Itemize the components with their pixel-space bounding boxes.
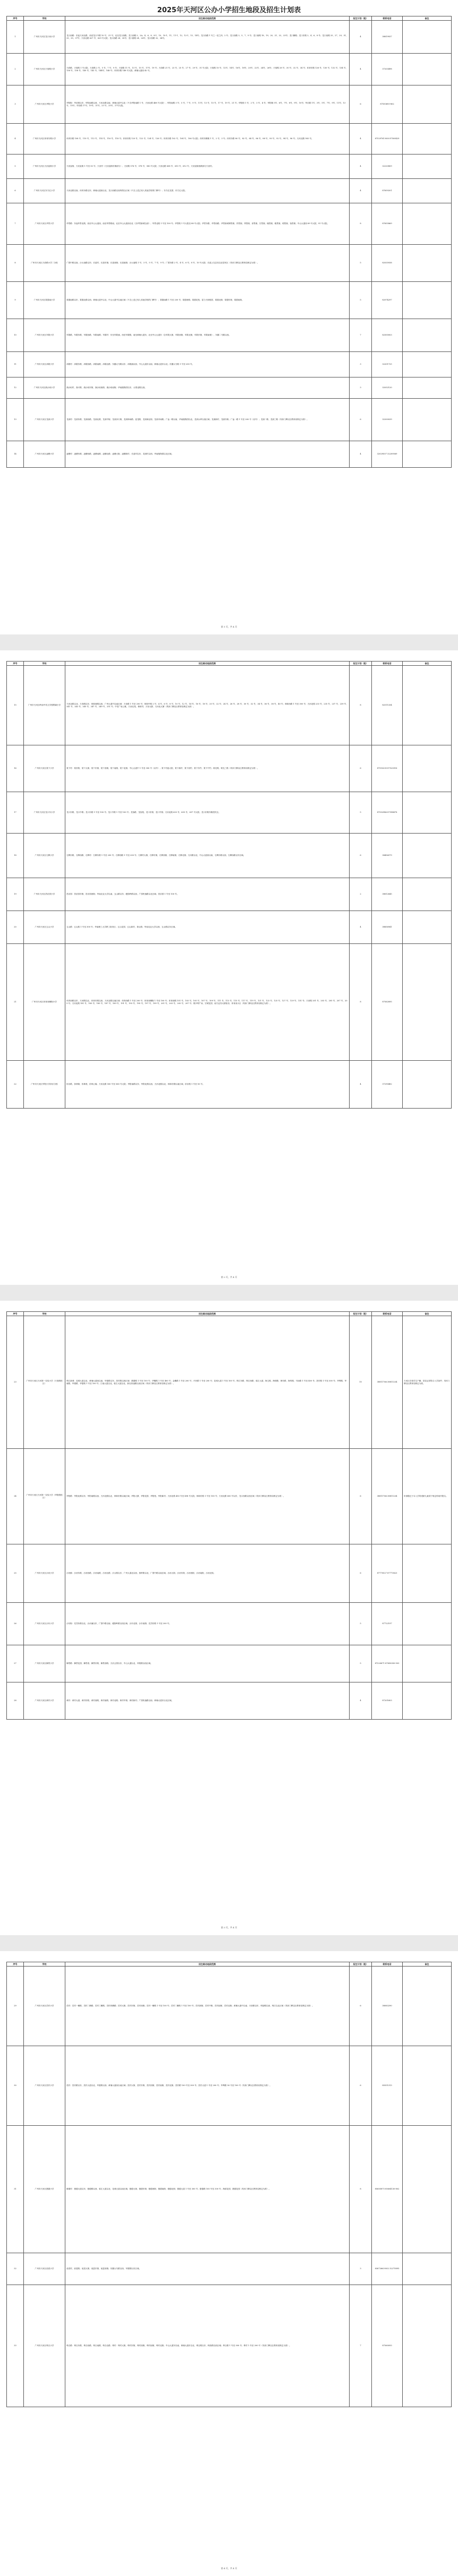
table-body	[7, 1316, 452, 1720]
row-number: 2	[7, 54, 24, 85]
row-number: 14	[7, 441, 24, 468]
header-plan: 招生计划（班）	[350, 1312, 372, 1316]
table-header	[7, 1312, 452, 1316]
enrollment-area: 天府路、天府路 1 号大院、天府路 2 号、5 号、7 号、9 号；天府路 11 号、13 号、15 号、17号、19 号；天府路 21 号、23 号、25 号、27 号、29 号、31 号大院；天府路 10 号、12号、14号、16号、18号、20号、22号、24号、26号；天府路 28 号、30 号、32 号、34 号；体育东路 128 号、130 号、132 号、134 号、136 号、138 号、140 号、142 号、144号、146 号；体育东路 148 号大院；黄埔大道西 42 号。	[65, 54, 350, 85]
school-name: 广州市天河区五山小学	[24, 911, 65, 944]
school-name: 广州市天河区沐陂小学	[24, 352, 65, 377]
remarks	[403, 441, 452, 468]
enrollment-area: 沙东街：先烈东路以北、沙河涌以东、广园中路以南、瘦狗岭路以西区域；沙东北街、沙东南街；先烈东路 1 号至 200 号。	[65, 1603, 350, 1645]
enrollment-area: 龙洞村：龙洞东路、龙洞西路、龙洞北路、龙洞中街；龙洞步行街、龙洞林场路；迎龙路、龙洞商业街、龙洞市场路；广汕一路以南、华南植物园以北、龙洞水库以西区域；龙洞新村、龙洞东街；广汕一路 1 号至 200 号（双号）；龙洞二路、龙洞三路（具体门牌以区教育局核定为准）。	[65, 399, 350, 441]
contact-phone: 85551313	[372, 2046, 403, 2126]
school-name: 广州市天河区黄村小学	[24, 1682, 65, 1720]
enrollment-area: 龙口东路、龙口中路；龙口东路 1 号至 100 号；龙口中路 1 号至 100 号；龙怡路、龙怡苑、龙口东街、龙口中街；天河北路 633 号、635 号、637 号大院；龙口东路东侧居民区。	[65, 792, 350, 834]
table-row	[7, 124, 452, 154]
enrollment-plan: 4	[350, 54, 372, 85]
enrollment-plan: 6	[350, 2046, 372, 2126]
header-phone: 联系电话	[372, 1962, 403, 1967]
header-no: 序号	[7, 662, 24, 666]
enrollment-area: 凌塘村：凌塘东路、凌塘西路、凌塘南路、凌塘北路；凌塘大街、凌塘新村；长湴村以东、龙洞村以西、华南植物园以北区域。	[65, 441, 350, 468]
row-number: 32	[7, 2253, 24, 2285]
header-area: 招生路名地段范围	[65, 662, 350, 666]
enrollment-plan: 5	[350, 282, 372, 319]
contact-phone: 38811766 38811234	[372, 1316, 403, 1449]
header-no: 序号	[7, 1962, 24, 1967]
table-row	[7, 745, 452, 792]
table-row	[7, 1061, 452, 1109]
remarks	[403, 2046, 452, 2126]
enrollment-area: 华阳街：华乐路以东、华阳南路以西、天河北路以南、黄埔大道中以北（不含华阳南路 1 号、天河北路 468 号大院）；华阳南路 3 号、5 号、7 号、9 号、11号、13 号、15 号、17 号、19 号、21 号；华阳街 1 号、2 号、3 号、4 号；华阳街 5号、6号、7号、8号、9号、10号；华乐路 1号、3号、5号、7号、9号、11号、13号、15号；华乐路 17号、19号、21号、23 号、25号、27号大院。	[65, 85, 350, 124]
school-name: 广州市天河区凌塘小学	[24, 441, 65, 468]
remarks	[403, 944, 452, 1061]
school-name: 广州市天河区前进小学	[24, 2253, 65, 2285]
school-name: 广州市天河区珠吉小学	[24, 2285, 65, 2407]
enrollment-area: 广园中路以南、沙太南路以东；长湴村、长湴东街；长湴西街；长湴南街；沙太南路 1 号、3 号、5 号、7 号、9 号；广园东路 2 号、4 号、6 号、8 号、10 号大院；长湴公交总站以北居民区（具体门牌以区教育局核定为准）。	[65, 245, 350, 282]
contact-phone: 32032120	[372, 377, 403, 399]
remarks	[403, 179, 452, 203]
table-row	[7, 2285, 452, 2407]
row-number: 6	[7, 179, 24, 203]
row-number: 21	[7, 944, 24, 1061]
enrollment-plan: 4	[350, 1061, 372, 1109]
school-name: 广州市天河区石牌小学	[24, 834, 65, 878]
school-name: 广州市天河区华景小学	[24, 203, 65, 245]
table-header	[7, 16, 452, 21]
school-name: 广州市天河区天河第一实验小学（华阳路校区）	[24, 1449, 65, 1544]
remarks	[403, 911, 452, 944]
remarks	[403, 1061, 452, 1109]
row-number: 7	[7, 203, 24, 245]
enrollment-plan: 4	[350, 441, 372, 468]
remarks	[403, 1603, 452, 1645]
enrollment-plan: 8	[350, 2126, 372, 2253]
row-number: 26	[7, 1603, 24, 1645]
school-name: 广州市天河区华阳小学侨乐分校	[24, 1061, 65, 1109]
school-name: 广州市天河区渔沙坦小学	[24, 377, 65, 399]
table-row	[7, 878, 452, 911]
header-phone: 联系电话	[372, 16, 403, 21]
enrollment-plan: 6	[350, 834, 372, 878]
header-plan: 招生计划（班）	[350, 662, 372, 666]
enrollment-area: 天河北路以南、体育东路以东、黄埔大道西以北、龙口西路以西所围合区域（不含上述已划入其他学校的门牌号）；东方红花园、东方红大院。	[65, 179, 350, 203]
school-name: 广州市天河区沙东小学	[24, 1603, 65, 1645]
school-name: 广州市天河区天府路小学	[24, 54, 65, 85]
row-number: 33	[7, 2285, 24, 2407]
enrollment-plan: 6	[350, 745, 372, 792]
admission-table	[6, 661, 452, 1109]
school-name: 广州市天河区体育西横街小学	[24, 944, 65, 1061]
row-number: 17	[7, 792, 24, 834]
remarks	[403, 124, 452, 154]
contact-phone: 38811766 38811234	[372, 1449, 403, 1544]
page-gap	[0, 1285, 458, 1301]
table-row	[7, 1645, 452, 1682]
row-number: 12	[7, 377, 24, 399]
row-number: 23	[7, 1316, 24, 1449]
table-header	[7, 1962, 452, 1967]
table-row	[7, 441, 452, 468]
table-body	[7, 21, 452, 468]
page-4	[0, 1951, 458, 2576]
header-note: 备注	[403, 1312, 452, 1316]
remarks	[403, 377, 452, 399]
row-number: 4	[7, 124, 24, 154]
contact-phone: 37203498	[372, 54, 403, 85]
admission-table	[6, 1311, 452, 1720]
row-number: 31	[7, 2126, 24, 2253]
enrollment-area: 冼村：冼村路以东、冼村大道以北、华夏路以西、黄埔大道西以南区域；冼村大街、冼村东街、冼村西街、冼村南街、冼村北街；冼村路 100 号至 300 号；冼村大道 1 号至 200 号；华利路 50 号至 100 号（具体门牌以区教育局核定为准）。	[65, 2046, 350, 2126]
table-body	[7, 666, 452, 1109]
enrollment-area: 车陂路、车陂东路、车陂西路、车陂南路；车陂村：东至车陂涌，西至车陂路，南至黄埔大道东，北至中山大道东（含车陂大街、车陂西街、车陂北街、车陂东街、车陂南街）；东圃二马路以西。	[65, 319, 350, 352]
school-name: 广州市天河区棠下小学	[24, 745, 65, 792]
remarks	[403, 792, 452, 834]
row-number: 16	[7, 745, 24, 792]
contact-phone: 32201725	[372, 352, 403, 377]
contact-phone: 32200039	[372, 399, 403, 441]
table-row	[7, 1316, 452, 1449]
school-name: 广州市天河区棠德南小学	[24, 282, 65, 319]
row-number: 18	[7, 834, 24, 878]
row-number: 8	[7, 245, 24, 282]
contact-phone: 87722197	[372, 1603, 403, 1645]
contact-phone: 87562895	[372, 944, 403, 1061]
row-number: 28	[7, 1682, 24, 1720]
table-row	[7, 911, 452, 944]
enrollment-plan: 4	[350, 154, 372, 179]
header-area: 招生路名地段范围	[65, 16, 350, 21]
remarks	[403, 399, 452, 441]
table-row	[7, 154, 452, 179]
page-gap	[0, 634, 458, 650]
school-name: 广州市天河区御景小学	[24, 1645, 65, 1682]
contact-phone: 87552946 87598478	[372, 792, 403, 834]
row-number: 22	[7, 1061, 24, 1109]
contact-phone: 87201603	[372, 1682, 403, 1720]
enrollment-area: 五山路：五山路 1 号至 300 号；华南理工大学教工宿舍区；五山花园、五山新村、茶山路；华南农业大学以西、五山路以东区域。	[65, 911, 350, 944]
page-number: 第 3 页，共 4 页	[220, 1926, 238, 1929]
enrollment-area: 珠江新城：花城大道以北、黄埔大道西以南、华夏路以东、冼村路以西区域：猎德路 1 号至 100 号；华穗路 1 号至 400 号；金穗路 1 号至 200 号；兴民路 1 号至 200 号；花城大道 1 号至 100 号；珠江东路、珠江西路、临江大道；海文路、海明路、海安路、海风路；马场路 1 号至 400 号；冼村路 1 号至 300 号；华利路、华就路、华强路、华夏路 1 号至 100 号；江南大道以北、临江大道以北、新光快速路以西区域（具体门牌以区教育局核定为准）。	[65, 1316, 350, 1449]
enrollment-plan: 6	[350, 1449, 372, 1544]
enrollment-plan: 2	[350, 878, 372, 911]
table-row	[7, 399, 452, 441]
enrollment-area: 渔沙坦村、渔兴路、渔沙坦东街、渔沙坦西街、渔沙坦南街；华南植物园以东、大观北路以西。	[65, 377, 350, 399]
table-row	[7, 1544, 452, 1603]
document-title: 2025年天河区公办小学招生地段及招生计划表	[157, 6, 301, 14]
contact-phone: 82035938	[372, 245, 403, 282]
enrollment-plan: 7	[350, 2285, 372, 2407]
table-row	[7, 1603, 452, 1645]
remarks	[403, 1544, 452, 1603]
school-name: 广州市天河区昌乐园小学	[24, 878, 65, 911]
enrollment-area: 猎德村：猎德大道以东、猎德路以西、临江大道以北、花城大道以南区域；猎德大街、猎德东街、猎德西街、猎德南街、猎德北街；猎德大道 1 号至 300 号；猎德路 100 号至 300 号；海滨花园、猎德花园（具体门牌以区教育局核定为准）。	[65, 2126, 350, 2253]
school-name: 广州市天河区天河直街小学	[24, 154, 65, 179]
table-header	[7, 662, 452, 666]
remarks	[403, 154, 452, 179]
header-school: 学校	[24, 662, 65, 666]
header-plan: 招生计划（班）	[350, 1962, 372, 1967]
contact-phone: 32029507 32209569	[372, 441, 403, 468]
enrollment-area: 棠下村：棠东路、棠下大街、棠下东街、棠下西街、棠下南街、棠下北街；中山大道中 1 号至 300 号（双号）；棠下村委大院、棠下新村、棠下西约、棠下东约、棠下中约；荷光路、荷光三路（具体门牌以区教育局核定为准）。	[65, 745, 350, 792]
header-no: 序号	[7, 1312, 24, 1316]
row-number: 15	[7, 666, 24, 745]
enrollment-plan: 4	[350, 124, 372, 154]
enrollment-area: 沙河镇：沙河东路、沙河西路、沙河南路、沙河北路；沙太路以东、广州大道北以西、燕岭路以北、广园中路以南区域；沙河大街、沙河东街、沙河西街、沙河南街、沙河北街。	[65, 1544, 350, 1603]
enrollment-area: 沐陂村：沐陂东路、沐陂西路、沐陂南路、沐陂北路；东圃大马路以东、沐陂涌以西、中山大道东以南、黄埔大道东以北；东圃大马路 1 号至 200 号。	[65, 352, 350, 377]
contact-phone: 38819937	[372, 21, 403, 54]
remarks	[403, 21, 452, 54]
enrollment-area: 员村：员村一横路、员村二横路、员村三横路、员村四横路；员村大街、员村东街、员村西街；员村一横路 1 号至 100 号；员村二横路 1 号至 100 号；员村新街、员村中街、员村南街、员村北街；黄埔大道中以南、天府路以东、科韵路以西、珠江以北区域（具体门牌以区教育局核定为准）。	[65, 1967, 350, 2046]
header-note: 备注	[403, 16, 452, 21]
row-number: 9	[7, 282, 24, 319]
row-number: 3	[7, 85, 24, 124]
contact-phone: 38083290	[372, 1967, 403, 2046]
page-gap	[0, 1935, 458, 1951]
table-body	[7, 1967, 452, 2407]
row-number: 25	[7, 1544, 24, 1603]
table-row	[7, 2253, 452, 2285]
table-row	[7, 2126, 452, 2253]
school-name: 广州市天河区天府路小学二分校	[24, 245, 65, 282]
remarks	[403, 319, 452, 352]
enrollment-area: 黄村：黄村大道、黄村东路、黄村西路、黄村南路、黄村北路；黄村中街、黄村新村；广园快速路以南、黄埔大道东以北区域。	[65, 1682, 350, 1720]
school-name: 广州市天河区龙口西小学	[24, 21, 65, 54]
school-name: 广州市天河区天河第一实验小学（天府路校区）	[24, 1316, 65, 1449]
table-row	[7, 245, 452, 282]
enrollment-plan: 5	[350, 245, 372, 282]
enrollment-plan: 8	[350, 666, 372, 745]
header-area: 招生路名地段范围	[65, 1962, 350, 1967]
remarks	[403, 1645, 452, 1682]
header-school: 学校	[24, 1962, 65, 1967]
enrollment-plan: 3	[350, 377, 372, 399]
row-number: 5	[7, 154, 24, 179]
page-number: 第 2 页，共 4 页	[220, 1276, 238, 1278]
table-row	[7, 319, 452, 352]
admission-table	[6, 1962, 452, 2407]
school-name: 广州市天河区体育东路小学	[24, 124, 65, 154]
remarks: 申请随迁子女入学的适龄儿童须于规定时间内报名。	[403, 1449, 452, 1544]
row-number: 13	[7, 399, 24, 441]
remarks	[403, 1682, 452, 1720]
page-2	[0, 650, 458, 1285]
enrollment-area: 华景路：东起华景北路，西至中山大道西，南至华景路南，北至中山大道西以北（含华景新城全部）；华景北路 1 号至 100 号；华景路 1 号大院至 88 号大院；华景东路、华景西路；华景新城翠景阁、祥景阁、秀景阁、泽景阁、宏景阁、晓景阁、雅景阁、明景阁、怡景阁；中山大道西 89 号大院、91 号大院。	[65, 203, 350, 245]
enrollment-plan: 5	[350, 1645, 372, 1682]
contact-phone: 87560093	[372, 2285, 403, 2407]
page-number: 第 4 页，共 4 页	[220, 2567, 238, 2570]
header-area: 招生路名地段范围	[65, 1312, 350, 1316]
enrollment-area: 御景路：御景花园、御景湾、御景东路、御景西路；天河公园以东、中山大道以北、车陂路以西区域。	[65, 1645, 350, 1682]
contact-phone: 83672663-802 32275895	[372, 2253, 403, 2285]
enrollment-area: 体育东路 108 号、110 号、112 号、114 号、116 号、118 号；体育东路 120 号、122 号、124 号、126 号；体育东路 102 号、104 号、106 号大院；体育东横街 1 号、2 号、3 号；体育东路 80 号、82 号、84 号、86 号、88 号、90 号、92 号、94 号、96 号；天河北路 583 号。	[65, 124, 350, 154]
enrollment-area: 龙口西路：东起天河北路，西至龙口中路 10 号、21 号，北至龙口西路、龙口西路 2、2A、4、6、8、8-1、10、10-1、11、11-1、12、12-1、13、14号；龙口西路 1 号之一至之四、2 号；龙口西路 3、5、7、9 号；龙口西路 18、19、20、21、22、23号；龙口横路；龙口东路 2、4、6、8 号；龙口西路 25、27、29、31、33、35、37号；天河北路 627 号、629 号大院；龙口西路 28、30号；龙口西路 24、26号；龙口西路 32、34号。	[65, 21, 350, 54]
table-row	[7, 1967, 452, 2046]
remarks	[403, 666, 452, 745]
contact-phone: 85605875 85604130-802	[372, 2126, 403, 2253]
table-row	[7, 21, 452, 54]
contact-phone: 87550693-802	[372, 85, 403, 124]
contact-phone: 37290482	[372, 1061, 403, 1109]
remarks	[403, 834, 452, 878]
contact-phone: 87770527 87773823	[372, 1544, 403, 1603]
remarks	[403, 282, 452, 319]
enrollment-plan: 4	[350, 911, 372, 944]
contact-phone: 87553230 87523016	[372, 745, 403, 792]
header-school: 学校	[24, 1312, 65, 1316]
table-row	[7, 944, 452, 1061]
school-name: 广州市天河区沙河小学	[24, 1544, 65, 1603]
admission-table	[6, 16, 452, 468]
row-number: 30	[7, 2046, 24, 2126]
row-number: 10	[7, 319, 24, 352]
enrollment-plan: 4	[350, 21, 372, 54]
contact-phone: 82074297	[372, 282, 403, 319]
enrollment-plan: 8	[350, 944, 372, 1061]
enrollment-plan: 7	[350, 319, 372, 352]
table-row	[7, 54, 452, 85]
enrollment-area: 体育西路以东、天河路以北、体育东路以西、天河北路以南区域：体育西路 1 号至 200 号；体育西横街 1 号至 100 号；体育西路 101 号、103 号、105 号、107 号、109 号、111 号、113 号、115 号、117 号、119 号、121 号、123 号、125 号、127 号、129 号、131 号；天河路 201 号、203 号、205 号、207 号、209 号；天河北路 181 号、183 号、185 号、187 号、189 号、191 号、193 号、195 号、197 号、199 号、201 号、203 号、205 号、207 号；维多利广场、宏城花园、南方证券大厦宿舍、体育西小区（具体门牌以区教育局核定为准）。	[65, 944, 350, 1061]
contact-phone: 87655869	[372, 203, 403, 245]
contact-phone: 82511334	[372, 666, 403, 745]
enrollment-plan: 6	[350, 85, 372, 124]
table-row	[7, 179, 452, 203]
school-name: 广州市天河区车陂小学	[24, 319, 65, 352]
table-row	[7, 666, 452, 745]
table-row	[7, 1682, 452, 1720]
enrollment-plan: 6	[350, 1544, 372, 1603]
school-name: 广州市天河区猎德小学	[24, 2126, 65, 2253]
table-row	[7, 282, 452, 319]
header-no: 序号	[7, 16, 24, 21]
remarks	[403, 878, 452, 911]
remarks	[403, 85, 452, 124]
header-phone: 联系电话	[372, 662, 403, 666]
row-number: 19	[7, 878, 24, 911]
school-name: 广州市天河区华阳小学	[24, 85, 65, 124]
row-number: 20	[7, 911, 24, 944]
table-row	[7, 792, 452, 834]
remarks	[403, 745, 452, 792]
remarks	[403, 203, 452, 245]
enrollment-plan: 6	[350, 1967, 372, 2046]
enrollment-plan: 6	[350, 399, 372, 441]
school-name: 广州市天河区龙洞小学	[24, 399, 65, 441]
contact-phone: 82500003	[372, 319, 403, 352]
enrollment-plan: 3	[350, 352, 372, 377]
enrollment-area: 华阳路：华阳北路以东、华阳南路以西、天河北路以北、林和东路以南区域；华阳大厦、华阳花园、华阳苑、华阳新村；天河北路 450 号至 498 号大院；林和东路 1 号至 100 号；天河北路 600 号以东、龙口西路以西区域（具体门牌以区教育局核定为准）。	[65, 1449, 350, 1544]
header-plan: 招生计划（班）	[350, 16, 372, 21]
enrollment-area: 天河直街、天河直街 1 号至 50 号；天河村（天河直街东侧部分）；天河路 576 号、578 号、580 号大院；天河北路 608 号、610 号、612 号；天河直街西侧部分天河村。	[65, 154, 350, 179]
remarks: 天河区在校学生户籍、居住证须符合入学条件；具体门牌以区教育局核定为准。	[403, 1316, 452, 1449]
header-note: 备注	[403, 662, 452, 666]
contact-phone: 38812645	[372, 878, 403, 911]
row-number: 29	[7, 1967, 24, 2046]
enrollment-area: 棠德南路以东、棠德北路以西、黄埔大道中以北、中山大道中以南区域（不含上述已划入其他学校的门牌号）；棠德南路 1 号至 200 号；棠德西路；棠德花苑、富力天朗明居、棠德北街、棠德东街、棠德南街。	[65, 282, 350, 319]
header-phone: 联系电话	[372, 1312, 403, 1316]
row-number: 24	[7, 1449, 24, 1544]
enrollment-plan: 5	[350, 792, 372, 834]
table-row	[7, 834, 452, 878]
contact-phone: 38856941	[372, 911, 403, 944]
school-name: 广州市天河区员村小学	[24, 1967, 65, 2046]
remarks	[403, 2126, 452, 2253]
table-row	[7, 1449, 452, 1544]
contact-phone: 38456079	[372, 834, 403, 878]
enrollment-plan: 4	[350, 1682, 372, 1720]
enrollment-area: 昌乐园：昌乐园东街、昌乐园西街；华南农业大学以南、五山路以东、瘦狗岭路以西、广园快速路以北区域；昌乐园 1 号至 100 号。	[65, 878, 350, 911]
page-1	[0, 0, 458, 634]
remarks	[403, 2285, 452, 2407]
contact-phone: 87220671 87650050-503	[372, 1645, 403, 1682]
row-number: 11	[7, 352, 24, 377]
table-row	[7, 377, 452, 399]
contact-phone: 87529761-800 87500429	[372, 124, 403, 154]
remarks	[403, 1967, 452, 2046]
table-row	[7, 2046, 452, 2126]
remarks	[403, 352, 452, 377]
school-name: 广州市天河区冼村小学	[24, 2046, 65, 2126]
enrollment-area: 天河北路以北、天寿路以东、林和西路以西、广州大道中以南区域：天寿路 1 号至 200 号；林和中路 2 号、4 号、6 号、8 号、10 号、12 号、14 号、16 号、18 号、20 号、22 号、24 号、26 号、28 号、30 号、32 号、34 号、36 号、38 号、40 号；林和西路 1 号至 300 号；天河北路 233 号、235 号、237 号、239 号、241 号、243 号、245 号、247 号、249 号、251 号；中信广场公寓、天河北苑、林和村；天寿大厦、天河北大厦（具体门牌以区教育局核定为准）。	[65, 666, 350, 745]
table-row	[7, 352, 452, 377]
enrollment-plan: 8	[350, 203, 372, 245]
enrollment-area: 前进村、前进路；前进大街、前进东街、前进西街；东圃大马路以西、车陂路以东区域。	[65, 2253, 350, 2285]
school-name: 广州市天河区龙口东小学	[24, 792, 65, 834]
remarks	[403, 54, 452, 85]
header-school: 学校	[24, 16, 65, 21]
remarks	[403, 2253, 452, 2285]
contact-phone: 87659201	[372, 179, 403, 203]
page-3	[0, 1301, 458, 1935]
table-row	[7, 203, 452, 245]
enrollment-plan: 4	[350, 179, 372, 203]
enrollment-area: 石牌东路、石牌西路、石牌村：石牌东路 1 号至 200 号；石牌西路 1 号至 200 号；石牌村大街、石牌东街、石牌西街、石牌南街、石牌北街；天河路以北、中山大道西以南、石牌东路以西、石牌西路以东区域。	[65, 834, 350, 878]
contact-phone: 32220809	[372, 154, 403, 179]
school-name: 广州市天河区东方红小学	[24, 179, 65, 203]
enrollment-plan: 10	[350, 1316, 372, 1449]
remarks	[403, 245, 452, 282]
school-name: 广州市天河区岭南中英文学校附属小学	[24, 666, 65, 745]
enrollment-plan: 3	[350, 2253, 372, 2285]
enrollment-area: 珠吉路：珠吉东路、珠吉西路、珠吉南路、珠吉北路；珠村：珠村大街、珠村东街、珠村西街、珠村南街、珠村北街；中山大道东以南、黄埔大道东以北、珠吉路以东、科韵路以西区域；珠吉路 1 号至 300 号；珠村 1 号至 200 号（具体门牌以区教育局核定为准）。	[65, 2285, 350, 2407]
row-number: 27	[7, 1645, 24, 1682]
table-row	[7, 85, 452, 124]
row-number: 1	[7, 21, 24, 54]
page-number: 第 1 页，共 4 页	[220, 625, 238, 628]
enrollment-plan: 5	[350, 1603, 372, 1645]
enrollment-area: 侨乐路、侨林街、侨林苑、侨林公寓；天河北路 500 号至 560 号大院；华阳南路以东、华阳北路以西、天河北路以北、林和东路以南区域；侨乐路 1 号至 50 号。	[65, 1061, 350, 1109]
header-note: 备注	[403, 1962, 452, 1967]
